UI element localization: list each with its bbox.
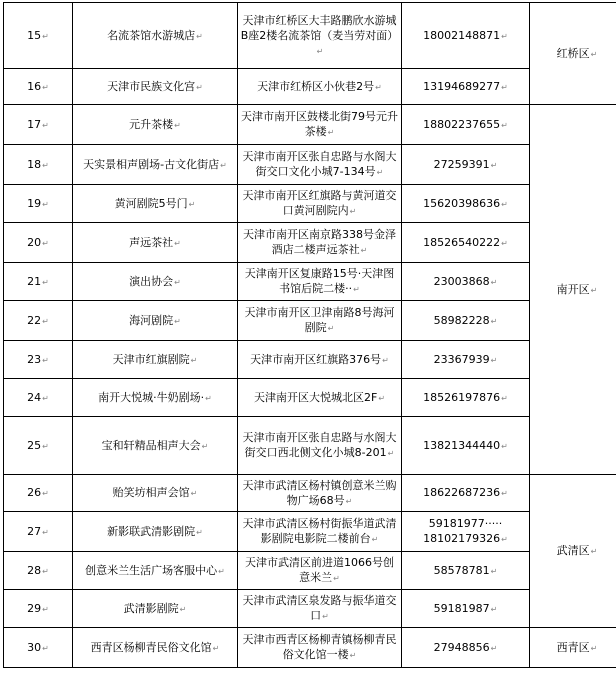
- district-cell: 南开区 ↵: [530, 105, 616, 475]
- table-row: [4, 475, 616, 512]
- table-row: [4, 417, 616, 475]
- table-row: [4, 263, 616, 301]
- venue-name: 西青区杨柳青民俗文化馆 ↵: [73, 628, 238, 668]
- venue-phone: 27259391 ↵: [402, 145, 530, 185]
- venue-phone: 58578781 ↵: [402, 552, 530, 590]
- row-number: 18 ↵: [4, 145, 73, 185]
- table-row: [4, 552, 616, 590]
- row-number: 28 ↵: [4, 552, 73, 590]
- venue-name: 黄河剧院5号门 ↵: [73, 185, 238, 223]
- venue-name: 天津市民族文化宫 ↵: [73, 69, 238, 105]
- table-row: [4, 341, 616, 379]
- venue-phone: 18622687236 ↵: [402, 475, 530, 512]
- venue-address: 天津南开区大悦城北区2F ↵: [238, 379, 402, 417]
- venue-name: 声远茶社 ↵: [73, 223, 238, 263]
- venue-phone: 23003868 ↵: [402, 263, 530, 301]
- venue-name: 元升茶楼 ↵: [73, 105, 238, 145]
- venue-address: 天津市红桥区大丰路鹏欣水游城B座2楼名流茶馆（麦当劳对面） ↵: [238, 3, 402, 69]
- row-number: 27 ↵: [4, 512, 73, 552]
- venue-name: 名流茶馆水游城店 ↵: [73, 3, 238, 69]
- table-row: [4, 69, 616, 105]
- venue-name: 演出协会 ↵: [73, 263, 238, 301]
- venue-address: 天津市南开区南京路338号金泽酒店二楼声远茶社 ↵: [238, 223, 402, 263]
- venue-phone: 58982228 ↵: [402, 301, 530, 341]
- venue-address: 天津市西青区杨柳青镇杨柳青民俗文化馆一楼 ↵: [238, 628, 402, 668]
- table-row: [4, 590, 616, 628]
- venue-name: 创意米兰生活广场客服中心 ↵: [73, 552, 238, 590]
- venue-phone: [402, 512, 530, 552]
- venue-phone: 27948856 ↵: [402, 628, 530, 668]
- row-number: 20 ↵: [4, 223, 73, 263]
- table-row: [4, 185, 616, 223]
- venue-address: 天津市南开区张自忠路与水阁大街交口文化小城7-134号 ↵: [238, 145, 402, 185]
- venue-phone: 18802237655 ↵: [402, 105, 530, 145]
- row-number: 19 ↵: [4, 185, 73, 223]
- venue-name: 新影联武清影剧院 ↵: [73, 512, 238, 552]
- venue-address: 天津市南开区红旗路376号 ↵: [238, 341, 402, 379]
- venue-address: 天津市南开区卫津南路8号海河剧院 ↵: [238, 301, 402, 341]
- venue-name: 宝和轩精品相声大会 ↵: [73, 417, 238, 475]
- venue-phone: 18526540222 ↵: [402, 223, 530, 263]
- table-row: [4, 3, 616, 69]
- row-number: 25 ↵: [4, 417, 73, 475]
- table-row: [4, 223, 616, 263]
- venue-phone-primary: 59181977·····: [428, 517, 503, 530]
- district-cell: 西青区 ↵: [530, 628, 616, 668]
- row-number: 16 ↵: [4, 69, 73, 105]
- venue-address: 天津南开区复康路15号·天津图书馆后院二楼·· ↵: [238, 263, 402, 301]
- table-row: [4, 301, 616, 341]
- venue-phone: 13821344440 ↵: [402, 417, 530, 475]
- row-number: 26 ↵: [4, 475, 73, 512]
- venue-name: 天实景相声剧场-古文化街店 ↵: [73, 145, 238, 185]
- table-row: [4, 145, 616, 185]
- table-row: [4, 628, 616, 668]
- venue-address: 天津市武清区前进道1066号创意米兰 ↵: [238, 552, 402, 590]
- table-row: [4, 512, 616, 552]
- table-row: [4, 105, 616, 145]
- venue-address: 天津市武清区杨村镇创意米兰购物广场68号 ↵: [238, 475, 402, 512]
- venue-name: 南开大悦城·牛奶剧场· ↵: [73, 379, 238, 417]
- district-cell: 红桥区 ↵: [530, 3, 616, 105]
- venue-phone: 18526197876 ↵: [402, 379, 530, 417]
- venue-phone-secondary: 18102179326 ↵: [404, 531, 527, 547]
- venue-phone: 18002148871 ↵: [402, 3, 530, 69]
- venue-name: 武清影剧院 ↵: [73, 590, 238, 628]
- venue-address: 天津市武清区杨村街振华道武清影剧院电影院二楼前台 ↵: [238, 512, 402, 552]
- district-cell: 武清区 ↵: [530, 475, 616, 628]
- venue-name: 天津市红旗剧院 ↵: [73, 341, 238, 379]
- row-number: 29 ↵: [4, 590, 73, 628]
- row-number: 23 ↵: [4, 341, 73, 379]
- venue-phone: 23367939 ↵: [402, 341, 530, 379]
- venue-address: 天津市南开区鼓楼北街79号元升茶楼 ↵: [238, 105, 402, 145]
- row-number: 15 ↵: [4, 3, 73, 69]
- venue-address: 天津市南开区张自忠路与水阁大街交口西北侧文化小城8-201 ↵: [238, 417, 402, 475]
- row-number: 22 ↵: [4, 301, 73, 341]
- row-number: 21 ↵: [4, 263, 73, 301]
- venue-address: 天津市武清区泉发路与振华道交口 ↵: [238, 590, 402, 628]
- venue-address: 天津市红桥区小伙巷2号 ↵: [238, 69, 402, 105]
- venue-phone: 15620398636 ↵: [402, 185, 530, 223]
- venue-phone: 59181987 ↵: [402, 590, 530, 628]
- table-row: [4, 379, 616, 417]
- row-number: 17 ↵: [4, 105, 73, 145]
- venue-address: 天津市南开区红旗路与黄河道交口黄河剧院内 ↵: [238, 185, 402, 223]
- row-number: 24 ↵: [4, 379, 73, 417]
- venue-table: [3, 2, 616, 668]
- venue-name: 贻笑坊相声会馆 ↵: [73, 475, 238, 512]
- venue-name: 海河剧院 ↵: [73, 301, 238, 341]
- venue-phone: 13194689277 ↵: [402, 69, 530, 105]
- row-number: 30 ↵: [4, 628, 73, 668]
